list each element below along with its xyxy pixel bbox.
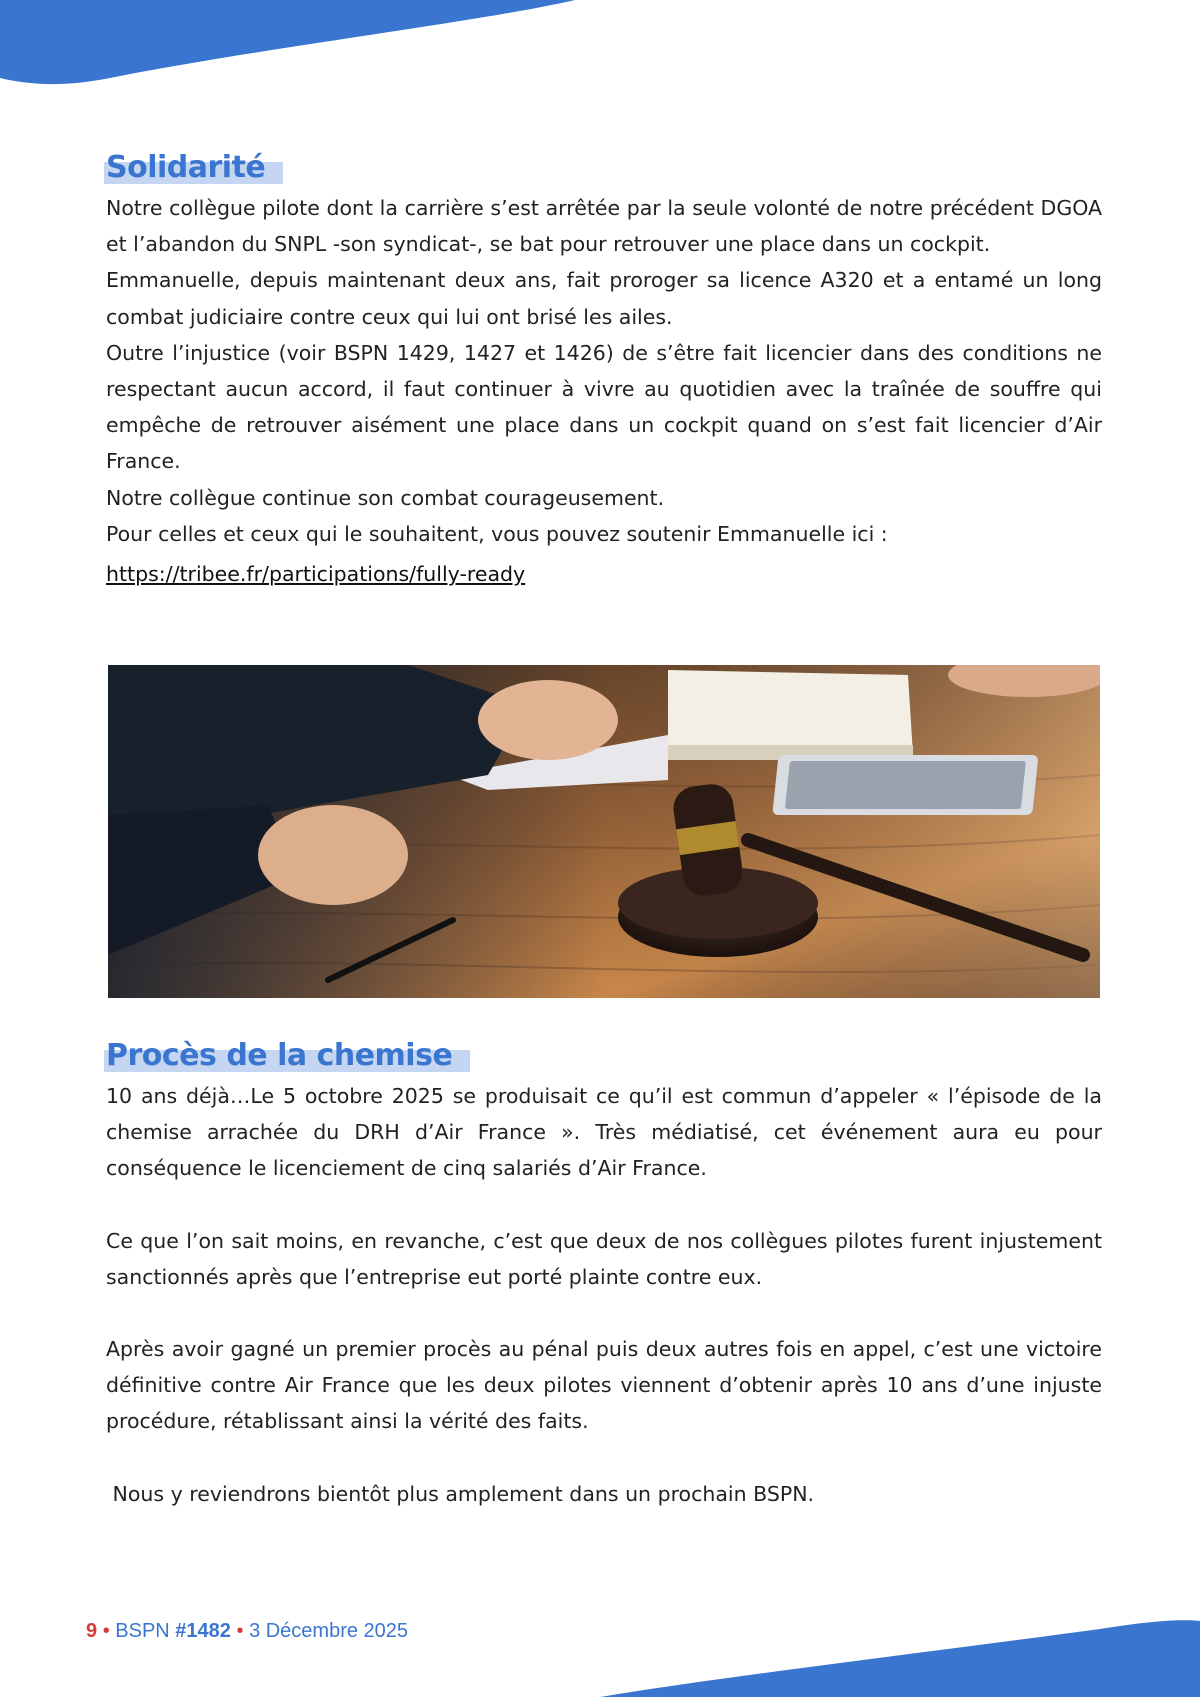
page-number: 9 (86, 1620, 98, 1642)
paragraph: 10 ans déjà…Le 5 octobre 2025 se produisait ce qu’il est commun d’appeler « l’épisode de la chemise arrachée du DRH d’Air France ». Très médiatisé, cet événement aura eu pour conséquence le licenciement de cinq salariés d’Air France. (106, 1084, 1102, 1181)
paragraph: Nous y reviendrons bientôt plus amplement dans un prochain BSPN. (106, 1481, 815, 1506)
issue-number: #1482 (175, 1620, 231, 1642)
separator: • (236, 1620, 244, 1642)
paragraph: Emmanuelle, depuis maintenant deux ans, fait proroger sa licence A320 et a entamé un long combat judiciaire contre ceux qui lui ont brisé les ailes. (106, 268, 1102, 329)
page-footer (86, 1620, 408, 1643)
section-solidarite (106, 150, 1102, 592)
paragraph: Outre l’injustice (voir BSPN 1429, 1427 et 1426) de s’être fait licencier dans des conditions ne respectant aucun accord, il faut continuer à vivre au quotidien avec la traînée de souffre qui empêche de retrouver aisément une place dans un cockpit quand on s’est fait licencier d’Air France. (106, 340, 1102, 474)
section-heading (106, 1038, 456, 1074)
heading-text: Procès de la chemise (106, 1038, 453, 1073)
paragraph: Pour celles et ceux qui le souhaitent, vous pouvez soutenir Emmanuelle ici : (106, 521, 888, 546)
paragraph: Notre collègue continue son combat courageusement. (106, 485, 665, 510)
publication-date: 3 Décembre 2025 (249, 1620, 409, 1642)
separator: • (102, 1620, 110, 1642)
section-heading (106, 150, 269, 186)
section-proces-chemise (106, 1038, 1102, 1512)
paragraph: Notre collègue pilote dont la carrière s’est arrêtée par la seule volonté de notre précédent DGOA et l’abandon du SNPL -son syndicat-, se bat pour retrouver une place dans un cockpit. (106, 196, 1102, 257)
publication-name: BSPN (115, 1620, 170, 1642)
paragraph: Après avoir gagné un premier procès au pénal puis deux autres fois en appel, c’est une victoire définitive contre Air France que les deux pilotes viennent d’obtenir après 10 ans d’une injuste procédure, rétablissant ainsi la vérité des faits. (106, 1337, 1102, 1434)
donation-link[interactable]: https://tribee.fr/participations/fully-ready (106, 562, 526, 587)
judge-gavel-photo (108, 665, 1100, 998)
photo-illustration (108, 665, 1100, 998)
heading-text: Solidarité (106, 150, 266, 185)
paragraph: Ce que l’on sait moins, en revanche, c’est que deux de nos collègues pilotes furent injustement sanctionnés après que l’entreprise eut porté plainte contre eux. (106, 1228, 1102, 1289)
bottom-wave-decoration (600, 1607, 1200, 1697)
top-wave-decoration (0, 0, 600, 90)
